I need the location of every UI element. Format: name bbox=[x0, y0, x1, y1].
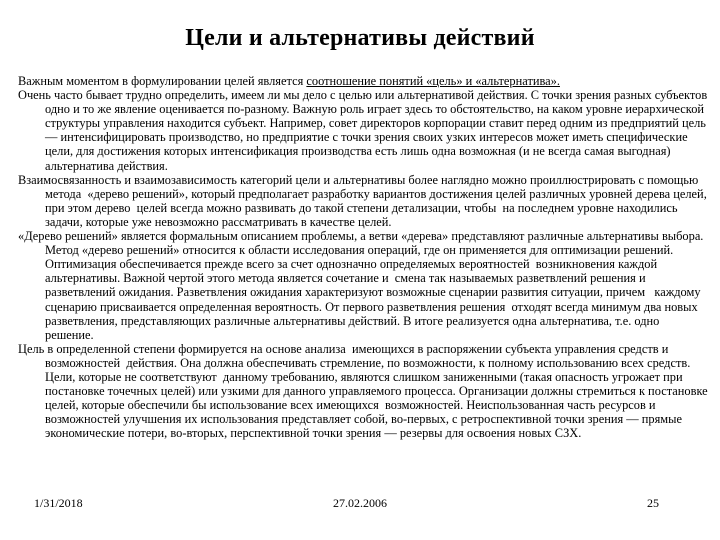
paragraph-decision-tree-method: Взаимосвязанность и взаимозависимость категорий цели и альтернативы более наглядно можно проиллюстрировать с помощью метода «дерево решений», который предполагает разработку вариантов достижения целей различных уровней дерева целей, при этом дерево целей всегда можно развивать до такой степени детализации, чтобы на последнем уровне находились задачи, которые уже невозможно рассматривать в качестве целей. bbox=[18, 172, 710, 229]
slide-body-text bbox=[18, 74, 710, 440]
key-term-underlined: соотношение понятий «цель» и «альтернатива». bbox=[306, 74, 560, 88]
slide-title: Цели и альтернативы действий bbox=[185, 25, 535, 51]
slide-footer bbox=[0, 496, 720, 514]
footer-slide-number: 25 bbox=[647, 496, 659, 510]
paragraph-lead-text: Важным моментом в формулировании целей является bbox=[18, 74, 307, 88]
footer-date-left: 1/31/2018 bbox=[34, 496, 83, 510]
footer-date-center: 27.02.2006 bbox=[333, 496, 387, 510]
paragraph-goal-alternative-relation bbox=[18, 74, 710, 88]
paragraph-decision-tree-description: «Дерево решений» является формальным описанием проблемы, а ветви «дерева» представляют различные альтернативы выбора. Метод «дерево решений» относится к области исследования операций, где он применяется для оптимизации решений. Оптимизация обеспечивается прежде всего за счет однозначно определяемых вероятностей возникновения каждой альтернативы. Важной чертой этого метода является сочетание и смена так называемых разветвлений решения и разветвлений ожидания. Разветвления ожидания характеризуют возможные сценарии развития ситуации, причем каждому сценарию присваивается определенная вероятность. От первого разветвления решения отходят всегда минимум два новых разветвления, представляющих различные альтернативы действий. В итоге реализуется одна альтернатива, т.е. одно решение. bbox=[18, 229, 707, 342]
paragraph-goal-formation: Цель в определенной степени формируется на основе анализа имеющихся в распоряжении субъекта управления средств и возможностей действия. Она должна обеспечивать стремление, по возможности, к полному использованию всех средств. Цели, которые не соответствуют данному требованию, являются слишком заниженными (такая опасность угрожает при постановке точечных целей) или узкими для данного управляемого процесса. Организации должны стремиться к постановке целей, которые обеспечили бы использование всех имеющихся возможностей. Неиспользованная часть ресурсов и возможностей улучшения их использования представляет собой, во-первых, с ретроспективной точки зрения — прямые экономические потери, во-вторых, перспективной точки зрения — резервы для освоения новых СЗХ. bbox=[18, 341, 711, 441]
paragraph-subject-perspective: Очень часто бывает трудно определить, имеем ли мы дело с целью или альтернативой действия. С точки зрения разных субъектов одно и то же явление оценивается по-разному. Важную роль играет здесь то обстоятельство, на каком уровне иерархической структуры управления находится субъект. Например, совет директоров корпорации ставит перед одним из предприятий цель — интенсифицировать производство, но предприятие с точки зрения своих узких интересов может иметь специфические цели, для достижения которых интенсификация производства есть лишь одна возможная (и не всегда самая выгодная) альтернатива действия. bbox=[18, 88, 711, 173]
